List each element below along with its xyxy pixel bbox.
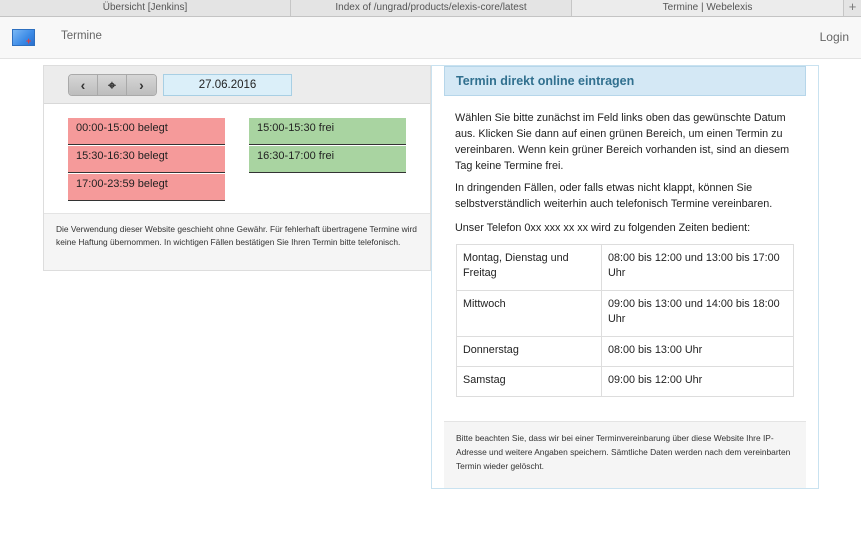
instructions-paragraph: Wählen Sie bitte zunächst im Feld links oben das gewünschte Datum aus. Klicken Sie dann auf einen grünen Bereich, um einen Termin zu vereinbaren. Wenn kein grüner Bereich vorhanden ist, sind an diesem Tag keine Termine frei.	[455, 112, 790, 172]
browser-tab-termine[interactable]: Termine | Webelexis	[572, 0, 844, 16]
table-row	[457, 367, 794, 397]
disclaimer-text: Die Verwendung dieser Website geschieht ohne Gewähr. Für fehlerhaft übertragene Termine wird keine Haftung übernommen. In wichtigen Fällen bestätigen Sie Ihren Termin bitte telefonisch.	[44, 213, 430, 270]
hours-time-cell: 09:00 bis 13:00 und 14:00 bis 18:00 Uhr	[602, 291, 794, 337]
privacy-note: Bitte beachten Sie, dass wir bei einer Terminvereinbarung über diese Website Ihre IP-Adresse und weitere Angaben speichern. Sämtliche Daten werden nach dem vereinbarten Termin wieder gelöscht.	[444, 421, 806, 488]
logo-plus-icon: +	[26, 36, 32, 46]
webelexis-logo-icon[interactable]	[12, 29, 35, 46]
busy-slot: 00:00-15:00 belegt	[68, 118, 225, 145]
navbar	[0, 17, 861, 59]
browser-tab-index[interactable]: Index of /ungrad/products/elexis-core/latest	[291, 0, 572, 16]
date-toolbar	[44, 66, 430, 104]
login-link[interactable]: Login	[819, 30, 849, 44]
table-row	[457, 337, 794, 367]
busy-slot: 17:00-23:59 belegt	[68, 174, 225, 201]
phone-fallback-paragraph: In dringenden Fällen, oder falls etwas nicht klappt, können Sie selbstverständlich weiterhin auch telefonisch Termine vereinbaren.	[455, 182, 773, 210]
free-slot[interactable]: 16:30-17:00 frei	[249, 146, 406, 173]
hours-day-cell: Mittwoch	[457, 291, 602, 337]
phone-hours-intro: Unser Telefon 0xx xxx xx xx wird zu folgenden Zeiten bedient:	[455, 222, 751, 234]
date-nav-button-group	[68, 74, 157, 96]
info-panel	[431, 65, 819, 489]
date-input[interactable]: 27.06.2016	[163, 74, 292, 96]
hours-time-cell: 08:00 bis 13:00 Uhr	[602, 337, 794, 367]
table-row	[457, 291, 794, 337]
hours-day-cell: Samstag	[457, 367, 602, 397]
phone-hours-table	[456, 244, 794, 397]
navbar-brand[interactable]: Termine	[61, 30, 102, 42]
today-crosshair-button[interactable]: ⌖	[98, 75, 127, 95]
browser-tab-strip	[0, 0, 861, 17]
appointment-panel	[43, 65, 431, 271]
new-tab-button[interactable]: +	[848, 0, 857, 14]
table-row	[457, 245, 794, 291]
info-panel-heading: Termin direkt online eintragen	[444, 66, 806, 96]
busy-slot: 15:30-16:30 belegt	[68, 146, 225, 173]
free-slot[interactable]: 15:00-15:30 frei	[249, 118, 406, 145]
next-day-button[interactable]: ›	[127, 75, 156, 95]
previous-day-button[interactable]: ‹	[69, 75, 98, 95]
hours-day-cell: Montag, Dienstag und Freitag	[457, 245, 602, 291]
hours-time-cell: 08:00 bis 12:00 und 13:00 bis 17:00 Uhr	[602, 245, 794, 291]
browser-tab-jenkins[interactable]: Übersicht [Jenkins]	[0, 0, 291, 16]
hours-time-cell: 09:00 bis 12:00 Uhr	[602, 367, 794, 397]
hours-day-cell: Donnerstag	[457, 337, 602, 367]
